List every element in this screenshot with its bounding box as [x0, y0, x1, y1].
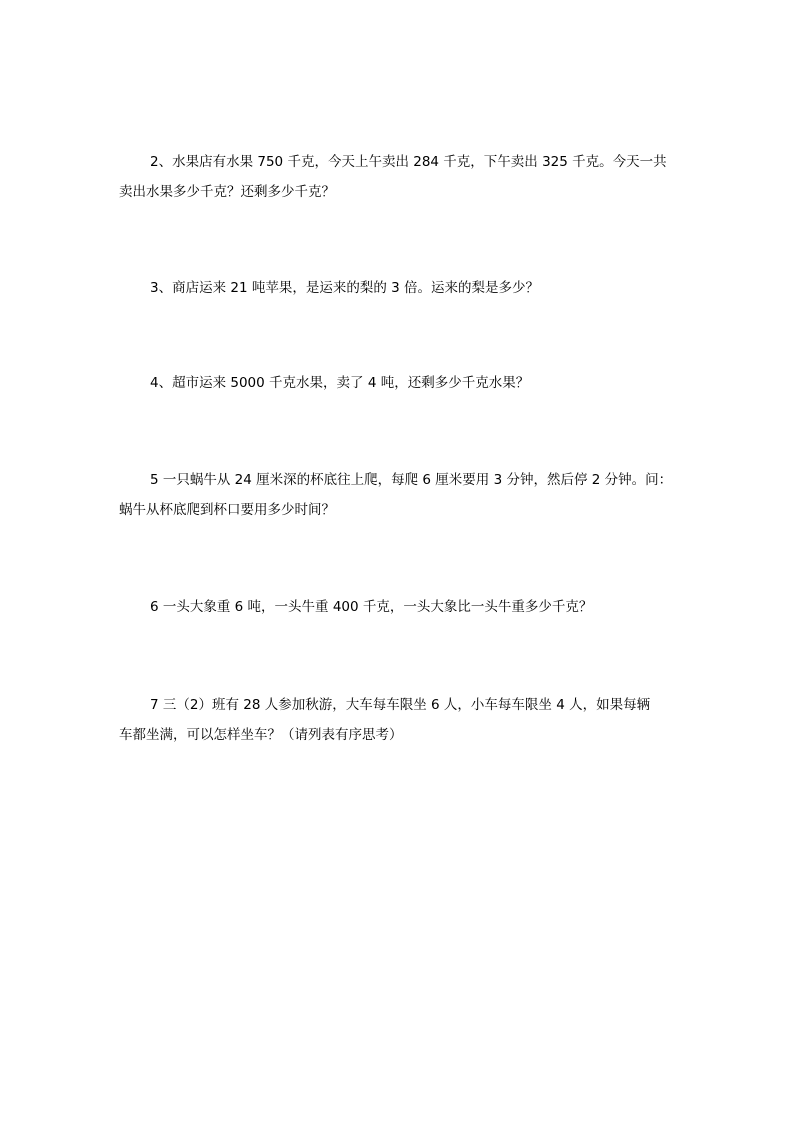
question-7-line-1: 7 三（2）班有 28 人参加秋游，大车每车限坐 6 人，小车每车限坐 4 人，如果每辆: [150, 697, 651, 713]
question-7-line-2: 车都坐满，可以怎样坐车？（请列表有序思考）: [119, 727, 403, 743]
question-2-line-1: 2、水果店有水果 750 千克，今天上午卖出 284 千克，下午卖出 325 千克。今天一共: [150, 154, 667, 170]
question-6: [119, 592, 694, 622]
question-7: [119, 690, 694, 750]
question-6-line-1: 6 一头大象重 6 吨，一头牛重 400 千克，一头大象比一头牛重多少千克？: [150, 599, 593, 615]
question-5: [119, 465, 694, 525]
question-4-line-1: 4、超市运来 5000 千克水果，卖了 4 吨，还剩多少千克水果？: [150, 375, 530, 391]
question-3: [119, 273, 694, 303]
question-5-line-2: 蜗牛从杯底爬到杯口要用多少时间？: [119, 502, 335, 518]
question-2: [119, 147, 694, 207]
question-2-line-2: 卖出水果多少千克？还剩多少千克？: [119, 184, 335, 200]
question-5-line-1: 5 一只蜗牛从 24 厘米深的杯底往上爬，每爬 6 厘米要用 3 分钟，然后停 2 分钟。问：: [150, 472, 673, 488]
question-4: [119, 368, 694, 398]
question-3-line-1: 3、商店运来 21 吨苹果，是运来的梨的 3 倍。运来的梨是多少？: [150, 280, 540, 296]
